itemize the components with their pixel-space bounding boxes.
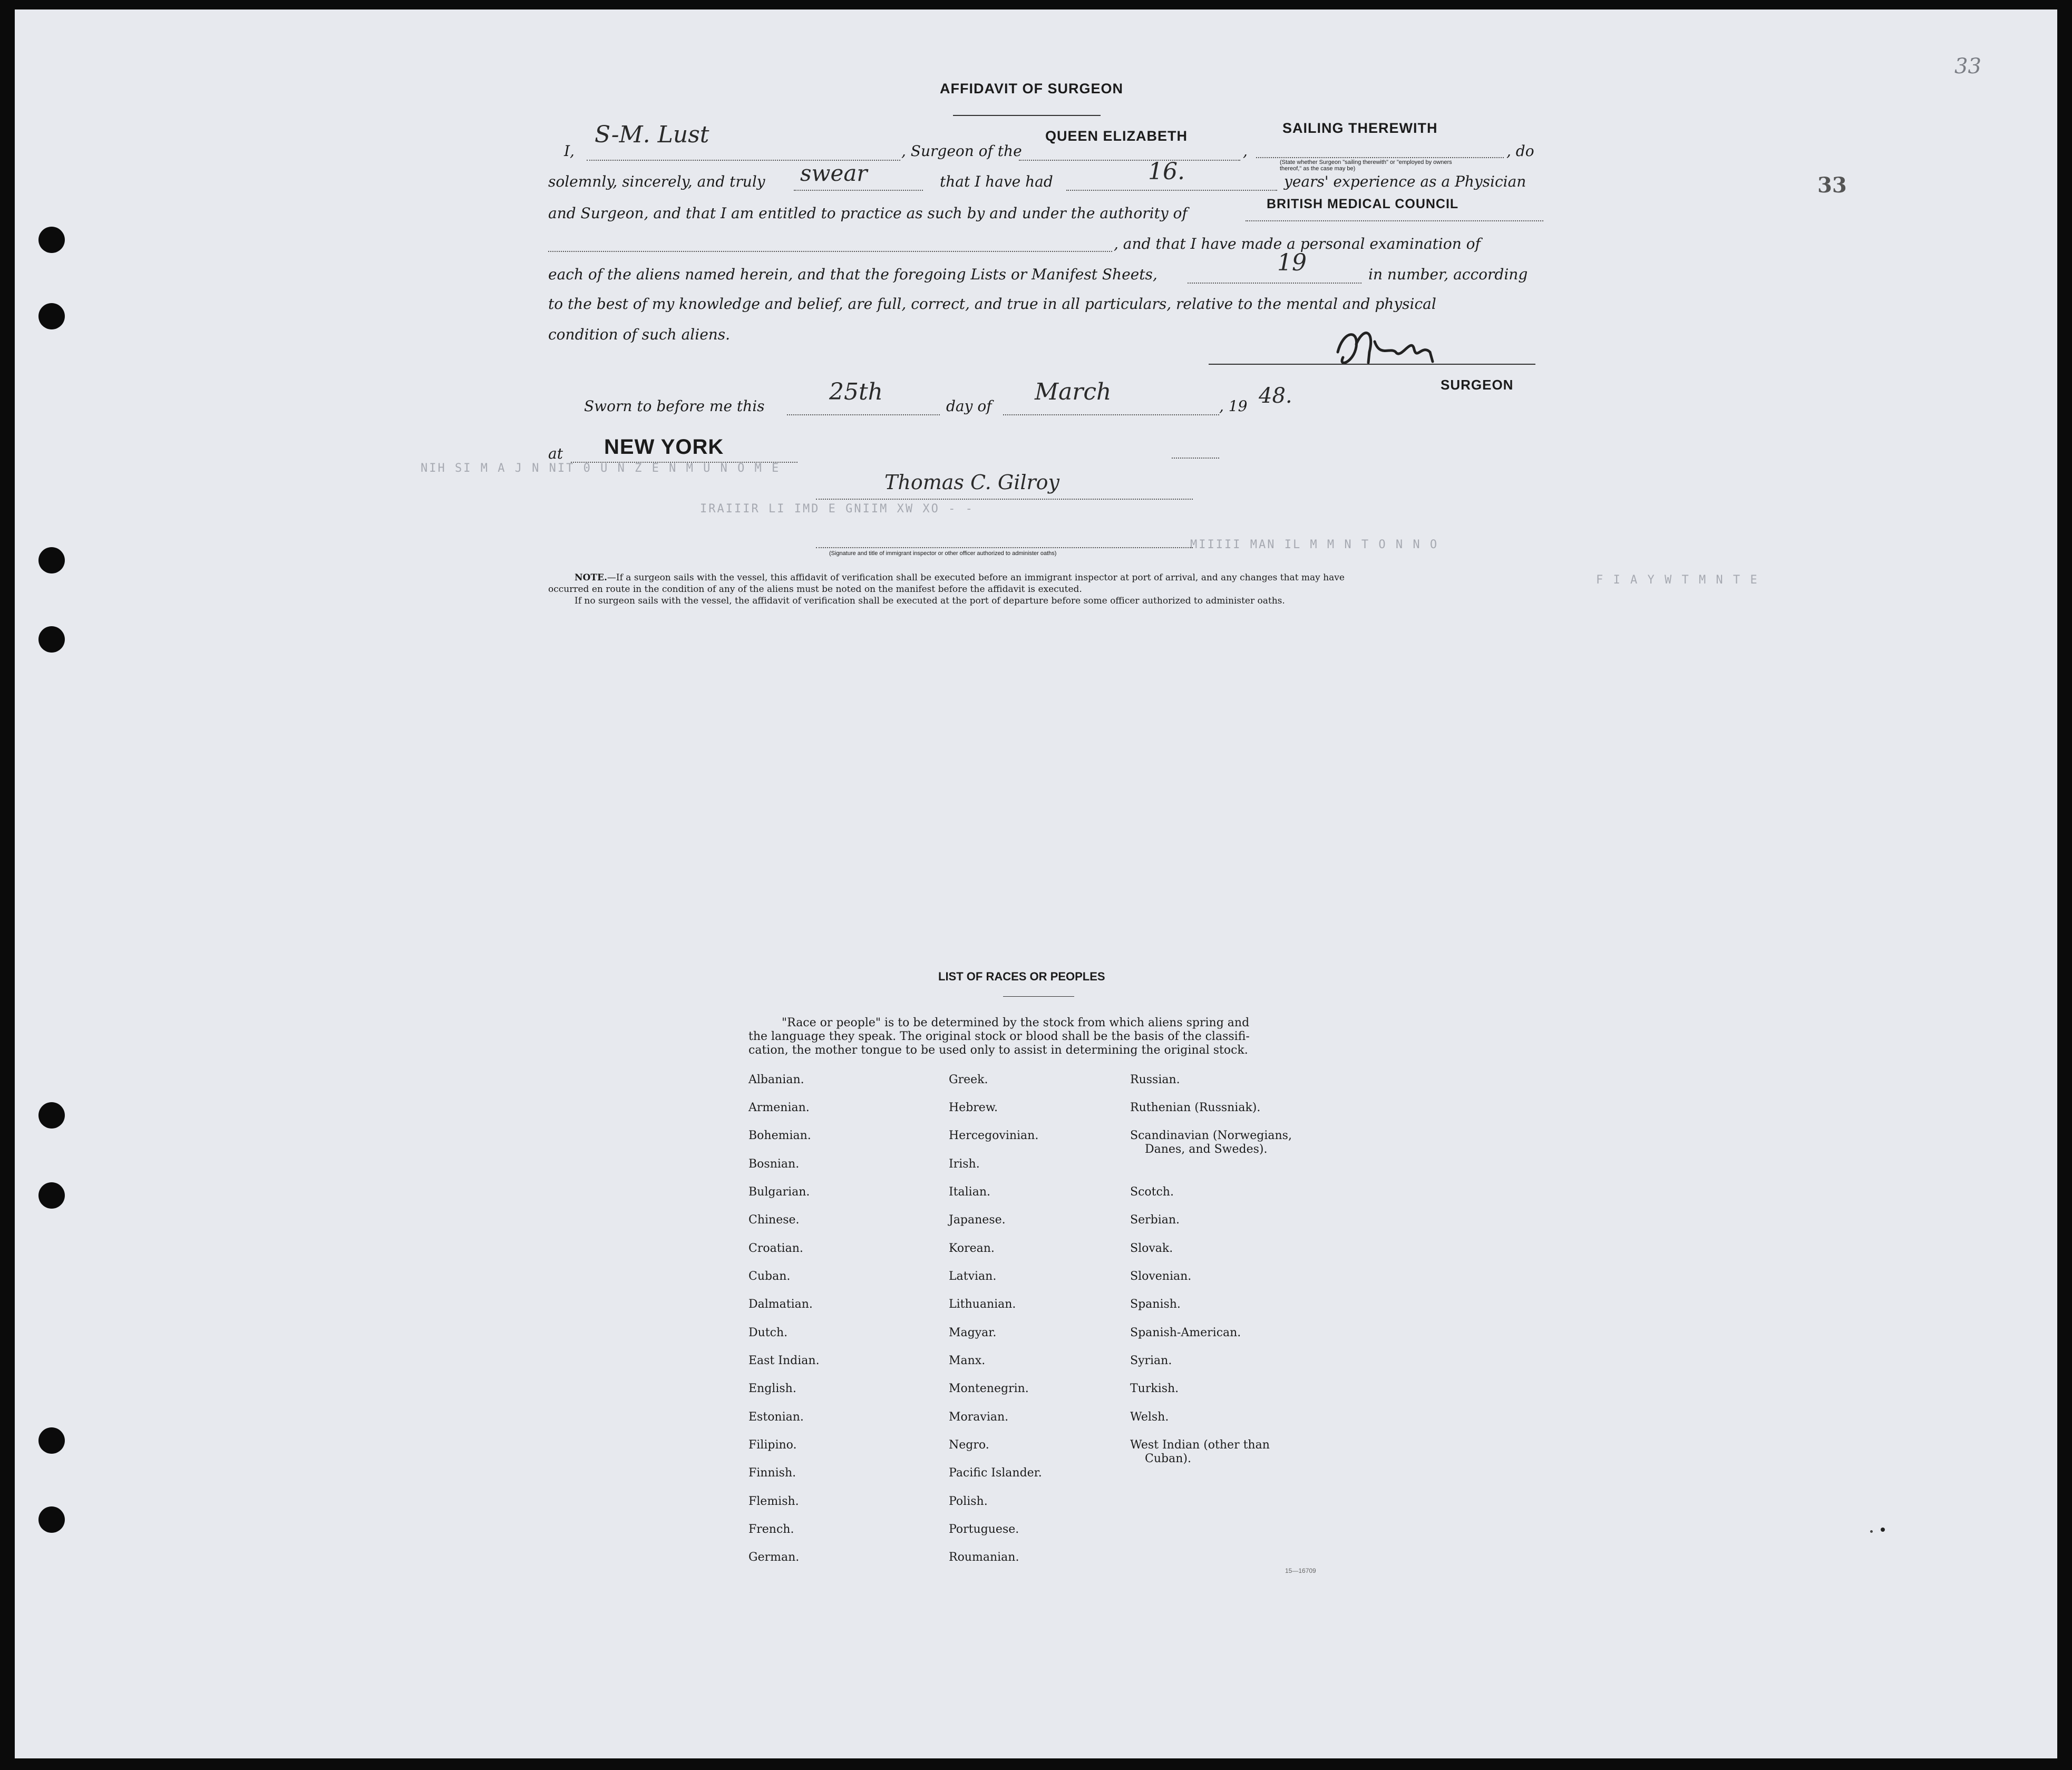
race-item: Slovak.: [1130, 1242, 1173, 1255]
race-item: Finnish.: [748, 1466, 796, 1480]
sworn-day-handwritten: 25th: [829, 378, 883, 405]
form-number: 15—16709: [1285, 1567, 1316, 1574]
race-item: Dutch.: [748, 1326, 788, 1339]
race-item-continuation: Danes, and Swedes).: [1145, 1143, 1268, 1156]
note-label: NOTE.: [575, 572, 607, 583]
note-line-1: [575, 572, 1345, 583]
comma: ,: [1243, 142, 1248, 160]
line4-text: , and that I have made a personal examination of: [1114, 235, 1481, 252]
binder-hole: [38, 227, 65, 253]
race-item: Montenegrin.: [949, 1382, 1029, 1395]
race-item: Negro.: [949, 1438, 989, 1452]
race-item: Bohemian.: [748, 1129, 811, 1142]
race-item: English.: [748, 1382, 796, 1395]
sworn-text-b: day of: [946, 397, 992, 415]
race-item: Serbian.: [1130, 1213, 1180, 1227]
race-item: Armenian.: [748, 1101, 810, 1114]
licensing-authority: BRITISH MEDICAL COUNCIL: [1267, 197, 1459, 211]
race-item: West Indian (other than: [1130, 1438, 1270, 1452]
years-handwritten: 16.: [1148, 158, 1185, 185]
note-text-1: —If a surgeon sails with the vessel, this affidavit of verification shall be executed before an immigrant inspector at port of arrival, and any changes that may have: [607, 572, 1345, 583]
binder-hole: [38, 626, 65, 653]
line1-surgeon-of-the: , Surgeon of the: [901, 142, 1022, 160]
race-item: Hercegovinian.: [949, 1129, 1039, 1142]
line1-do: , do: [1506, 142, 1534, 160]
race-item: Filipino.: [748, 1438, 797, 1452]
binder-hole: [38, 1102, 65, 1129]
inspector-caption: (Signature and title of immigrant inspector or other officer authorized to administer oaths): [829, 550, 1057, 557]
bleed-through-row: NIH SI M A J N NIT 0 U N Z E N M U N O M E: [421, 462, 781, 475]
binder-hole: [38, 303, 65, 329]
sworn-place: NEW YORK: [604, 435, 724, 459]
race-item: Roumanian.: [949, 1551, 1019, 1564]
races-title-underline: [1003, 996, 1074, 997]
race-item: Lithuanian.: [949, 1298, 1016, 1311]
race-item: French.: [748, 1523, 794, 1536]
line1-prefix: I,: [564, 142, 575, 160]
binder-hole: [38, 1182, 65, 1209]
race-item: Turkish.: [1130, 1382, 1179, 1395]
race-item: Dalmatian.: [748, 1298, 813, 1311]
race-item: Portuguese.: [949, 1523, 1019, 1536]
races-intro-3: cation, the mother tongue to be used only to assist in determining the original stock.: [748, 1044, 1248, 1057]
ink-speck: [1881, 1528, 1885, 1532]
binder-hole: [38, 547, 65, 573]
race-item: Scotch.: [1130, 1185, 1174, 1199]
at-label: at: [548, 445, 563, 462]
pencil-page-number: 33: [1954, 54, 1981, 79]
race-item: Irish.: [949, 1158, 980, 1171]
line6-text: to the best of my knowledge and belief, are full, correct, and true in all particulars, relative to the mental and physical: [548, 295, 1436, 313]
race-item: Italian.: [949, 1185, 990, 1199]
race-item: Hebrew.: [949, 1101, 998, 1114]
race-item: Polish.: [949, 1495, 988, 1508]
vessel-name: QUEEN ELIZABETH: [1045, 128, 1188, 144]
race-item: Albanian.: [748, 1073, 804, 1086]
title-underline: [953, 115, 1101, 116]
race-item: Flemish.: [748, 1495, 799, 1508]
line3-text: and Surgeon, and that I am entitled to practice as such by and under the authority of: [548, 205, 1188, 222]
surgeon-signature-label: SURGEON: [1441, 377, 1514, 393]
inspector-signature-handwritten: Thomas C. Gilroy: [884, 471, 1060, 494]
race-item: Latvian.: [949, 1270, 997, 1283]
line7-text: condition of such aliens.: [548, 326, 731, 343]
race-item: Pacific Islander.: [949, 1466, 1042, 1480]
race-item: Chinese.: [748, 1213, 800, 1227]
surgeon-name-handwritten: S-M. Lust: [595, 121, 709, 148]
binder-hole: [38, 1506, 65, 1533]
race-item: Russian.: [1130, 1073, 1180, 1086]
race-item: Slovenian.: [1130, 1270, 1192, 1283]
race-item: Scandinavian (Norwegians,: [1130, 1129, 1292, 1142]
race-item: East Indian.: [748, 1354, 820, 1367]
race-item: Japanese.: [949, 1213, 1006, 1227]
race-item-continuation: Cuban).: [1145, 1452, 1191, 1465]
race-item: Welsh.: [1130, 1411, 1169, 1424]
line2-text-a: solemnly, sincerely, and truly: [548, 173, 765, 190]
surgeon-capacity: SAILING THEREWITH: [1282, 120, 1438, 136]
surgeon-signature: [1327, 320, 1459, 384]
affidavit-title: AFFIDAVIT OF SURGEON: [940, 81, 1123, 96]
race-item: Moravian.: [949, 1411, 1009, 1424]
binder-hole: [38, 1427, 65, 1454]
capacity-note: (State whether Surgeon "sailing therewith" or "employed by owners thereof," as the case may be): [1280, 159, 1452, 172]
stamped-page-number: 33: [1817, 173, 1847, 198]
bleed-through-row: IRAIIIR LI IMD E GNIIM XW XO - -: [700, 502, 974, 516]
race-item: Syrian.: [1130, 1354, 1172, 1367]
race-item: Spanish-American.: [1130, 1326, 1241, 1339]
ink-speck: [1870, 1530, 1873, 1533]
sworn-text-a: Sworn to before me this: [584, 397, 765, 415]
line2-text-c: years' experience as a Physician: [1284, 173, 1526, 190]
race-item: Ruthenian (Russniak).: [1130, 1101, 1261, 1114]
oath-handwritten: swear: [800, 160, 868, 186]
document-page: [15, 9, 2057, 1758]
race-item: Greek.: [949, 1073, 988, 1086]
sworn-year-handwritten: 48.: [1259, 384, 1292, 408]
race-item: Spanish.: [1130, 1298, 1181, 1311]
bleed-through-row: MIIIII MAN IL M M N T O N N O: [1190, 538, 1439, 551]
sheets-handwritten: 19: [1277, 249, 1307, 276]
race-item: Korean.: [949, 1242, 995, 1255]
surgeon-signature-line: [1209, 364, 1535, 365]
line5-text-b: in number, according: [1368, 266, 1528, 283]
races-intro-2: the language they speak. The original stock or blood shall be the basis of the classifi-: [748, 1030, 1250, 1043]
bleed-through-row: F I A Y W T M N T E: [1596, 573, 1759, 587]
sworn-month-handwritten: March: [1035, 378, 1112, 405]
race-item: Croatian.: [748, 1242, 803, 1255]
race-item: Bosnian.: [748, 1158, 800, 1171]
line2-text-b: that I have had: [940, 173, 1053, 190]
race-item: Bulgarian.: [748, 1185, 810, 1199]
race-item: German.: [748, 1551, 800, 1564]
races-intro-1: "Race or people" is to be determined by the stock from which aliens spring and: [782, 1016, 1250, 1029]
line5-text-a: each of the aliens named herein, and that the foregoing Lists or Manifest Sheets,: [548, 266, 1157, 283]
sworn-year-prefix: , 19: [1219, 397, 1248, 415]
race-item: Estonian.: [748, 1411, 804, 1424]
note-line-3: If no surgeon sails with the vessel, the affidavit of verification shall be executed at the port of departure before some officer authorized to administer oaths.: [575, 596, 1285, 606]
race-item: Magyar.: [949, 1326, 997, 1339]
race-item: Cuban.: [748, 1270, 791, 1283]
races-title: LIST OF RACES OR PEOPLES: [938, 970, 1105, 983]
note-line-2: occurred en route in the condition of any of the aliens must be noted on the manifest before the affidavit is executed.: [548, 584, 1082, 595]
race-item: Manx.: [949, 1354, 986, 1367]
